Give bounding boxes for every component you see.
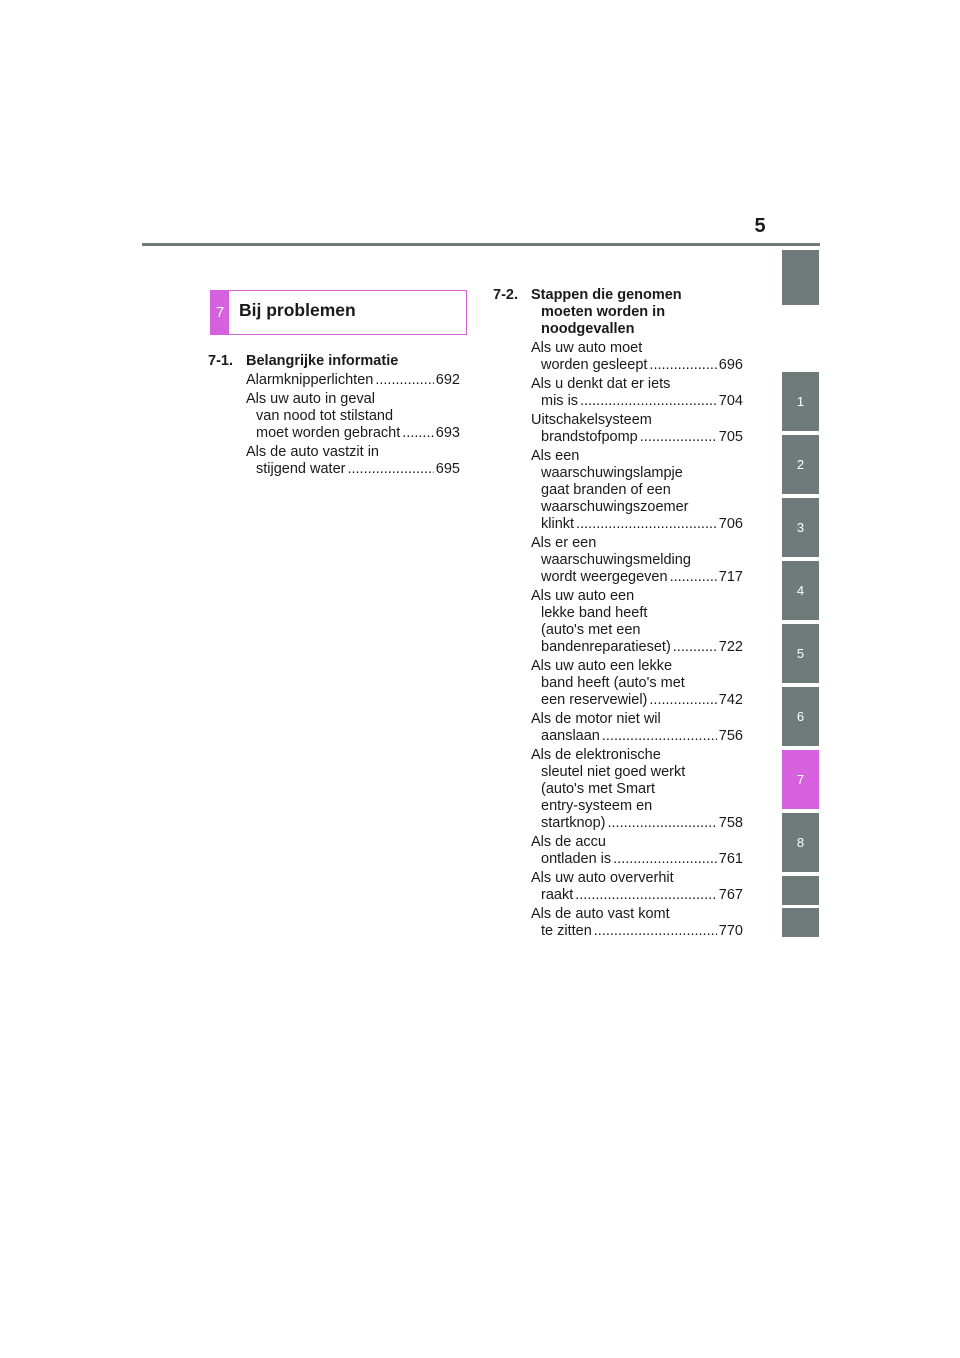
toc-entry-text: startknop) (541, 815, 606, 831)
toc-entry-text: aanslaan (541, 728, 600, 744)
chapter-tab-blank[interactable] (782, 908, 819, 937)
section-title: Bij problemen (239, 300, 356, 320)
dot-leader (670, 569, 717, 586)
chapter-tab-blank[interactable] (782, 876, 819, 905)
toc-group-number: 7-1. (208, 353, 233, 369)
chapter-tab-2[interactable]: 2 (782, 435, 819, 494)
toc-entry-text: moet worden gebracht (256, 425, 401, 441)
toc-column-left (208, 353, 460, 478)
toc-entry-text: ontladen is (541, 851, 612, 867)
toc-entry-text: Als uw auto moet (531, 340, 643, 356)
dot-leader (402, 425, 434, 442)
toc-entry-text: sleutel niet goed werkt (541, 764, 686, 780)
toc-entry-text: Als een (531, 448, 580, 464)
toc-group-number: 7-2. (493, 287, 518, 303)
toc-entry-page: 761 (718, 851, 743, 867)
toc-entry-text: mis is (541, 393, 579, 409)
toc-group-title-line: Stappen die genomen (531, 287, 682, 303)
toc-entry-text: Als uw auto een (531, 588, 635, 604)
chapter-tab-3[interactable]: 3 (782, 498, 819, 557)
toc-entry-text: Als de auto vastzit in (246, 444, 379, 460)
dot-leader (575, 887, 717, 904)
toc-entry[interactable] (246, 391, 460, 442)
toc-entry-text: waarschuwingszoemer (541, 499, 689, 515)
section-number: 7 (211, 291, 229, 334)
toc-entry-text: Uitschakelsysteem (531, 412, 652, 428)
toc-entry[interactable] (531, 448, 743, 533)
toc-entry-text: Als er een (531, 535, 597, 551)
toc-entry-text: Als u denkt dat er iets (531, 376, 671, 392)
toc-entry-text: stijgend water (256, 461, 346, 477)
toc-entry[interactable] (531, 535, 743, 586)
toc-entry-text: worden gesleept (541, 357, 648, 373)
dot-leader (640, 429, 717, 446)
header-rule (142, 243, 820, 246)
toc-group-title-line: Belangrijke informatie (246, 353, 399, 369)
chapter-tab-7[interactable]: 7 (782, 750, 819, 809)
toc-entry-text: van nood tot stilstand (256, 408, 394, 424)
toc-entry[interactable] (531, 906, 743, 940)
toc-entry-page: 692 (435, 372, 460, 388)
toc-entry-text: wordt weergegeven (541, 569, 668, 585)
toc-entry[interactable] (531, 834, 743, 868)
dot-leader (594, 923, 717, 940)
toc-entry-text: Als de elektronische (531, 747, 661, 763)
toc-entry-text: bandenreparatieset) (541, 639, 671, 655)
toc-entry-text: te zitten (541, 923, 592, 939)
chapter-tab-4[interactable]: 4 (782, 561, 819, 620)
dot-leader (347, 461, 433, 478)
toc-entry-text: een reservewiel) (541, 692, 648, 708)
toc-group-heading (208, 353, 460, 370)
toc-group-title-line: noodgevallen (541, 321, 635, 337)
toc-entry-text: Als de accu (531, 834, 606, 850)
toc-entry[interactable] (531, 870, 743, 904)
toc-entry-text: entry-systeem en (541, 798, 653, 814)
dot-leader (375, 372, 433, 389)
toc-entry-text: brandstofpomp (541, 429, 638, 445)
toc-entry-page: 705 (718, 429, 743, 445)
toc-entry-text: klinkt (541, 516, 575, 532)
toc-entry[interactable] (531, 376, 743, 410)
chapter-tab-1[interactable]: 1 (782, 372, 819, 431)
toc-entry[interactable] (531, 711, 743, 745)
toc-entry-page: 704 (718, 393, 743, 409)
toc-entry-text: waarschuwingsmelding (541, 552, 691, 568)
toc-entry-text: (auto's met Smart (541, 781, 655, 797)
chapter-tab-8[interactable]: 8 (782, 813, 819, 872)
page-number: 5 (754, 215, 766, 237)
toc-entry-page: 695 (435, 461, 460, 477)
toc-entry-page: 693 (435, 425, 460, 441)
toc-entry-text: Als uw auto in geval (246, 391, 375, 407)
toc-entry-page: 696 (718, 357, 743, 373)
toc-entry[interactable] (531, 588, 743, 656)
toc-entry-page: 717 (718, 569, 743, 585)
toc-entry-page: 742 (718, 692, 743, 708)
dot-leader (607, 815, 716, 832)
toc-entry[interactable] (246, 444, 460, 478)
toc-entry-text: lekke band heeft (541, 605, 648, 621)
chapter-tab-6[interactable]: 6 (782, 687, 819, 746)
toc-entry[interactable] (531, 340, 743, 374)
toc-entry-text: gaat branden of een (541, 482, 671, 498)
toc-entry[interactable] (531, 747, 743, 832)
toc-column-right (493, 287, 743, 940)
toc-group-title (531, 287, 743, 338)
toc-entry-text: Als uw auto een lekke (531, 658, 673, 674)
toc-entry-page: 758 (718, 815, 743, 831)
toc-entry-page: 770 (718, 923, 743, 939)
toc-entry-text: Alarmknipperlichten (246, 372, 374, 388)
toc-entry[interactable] (531, 658, 743, 709)
toc-group-title-line: moeten worden in (541, 304, 666, 320)
toc-entry[interactable] (246, 372, 460, 389)
toc-entry-text: (auto's met een (541, 622, 641, 638)
toc-group-heading (493, 287, 743, 338)
dot-leader (580, 393, 717, 410)
toc-entry[interactable] (531, 412, 743, 446)
dot-leader (613, 851, 717, 868)
dot-leader (649, 357, 716, 374)
toc-entry-page: 767 (718, 887, 743, 903)
toc-entry-text: Als uw auto oververhit (531, 870, 674, 886)
toc-entry-page: 706 (718, 516, 743, 532)
dot-leader (602, 728, 717, 745)
toc-entry-page: 722 (718, 639, 743, 655)
toc-entry-page: 756 (718, 728, 743, 744)
toc-entry-text: band heeft (auto's met (541, 675, 685, 691)
dot-leader (576, 516, 717, 533)
section-header (210, 290, 467, 335)
toc-entry-text: Als de motor niet wil (531, 711, 661, 727)
chapter-tab-blank[interactable] (782, 250, 819, 305)
toc-entry-text: Als de auto vast komt (531, 906, 670, 922)
toc-group-title (246, 353, 460, 370)
chapter-tab-5[interactable]: 5 (782, 624, 819, 683)
toc-entry-text: waarschuwingslampje (541, 465, 683, 481)
toc-entry-text: raakt (541, 887, 574, 903)
dot-leader (673, 639, 717, 656)
dot-leader (649, 692, 716, 709)
